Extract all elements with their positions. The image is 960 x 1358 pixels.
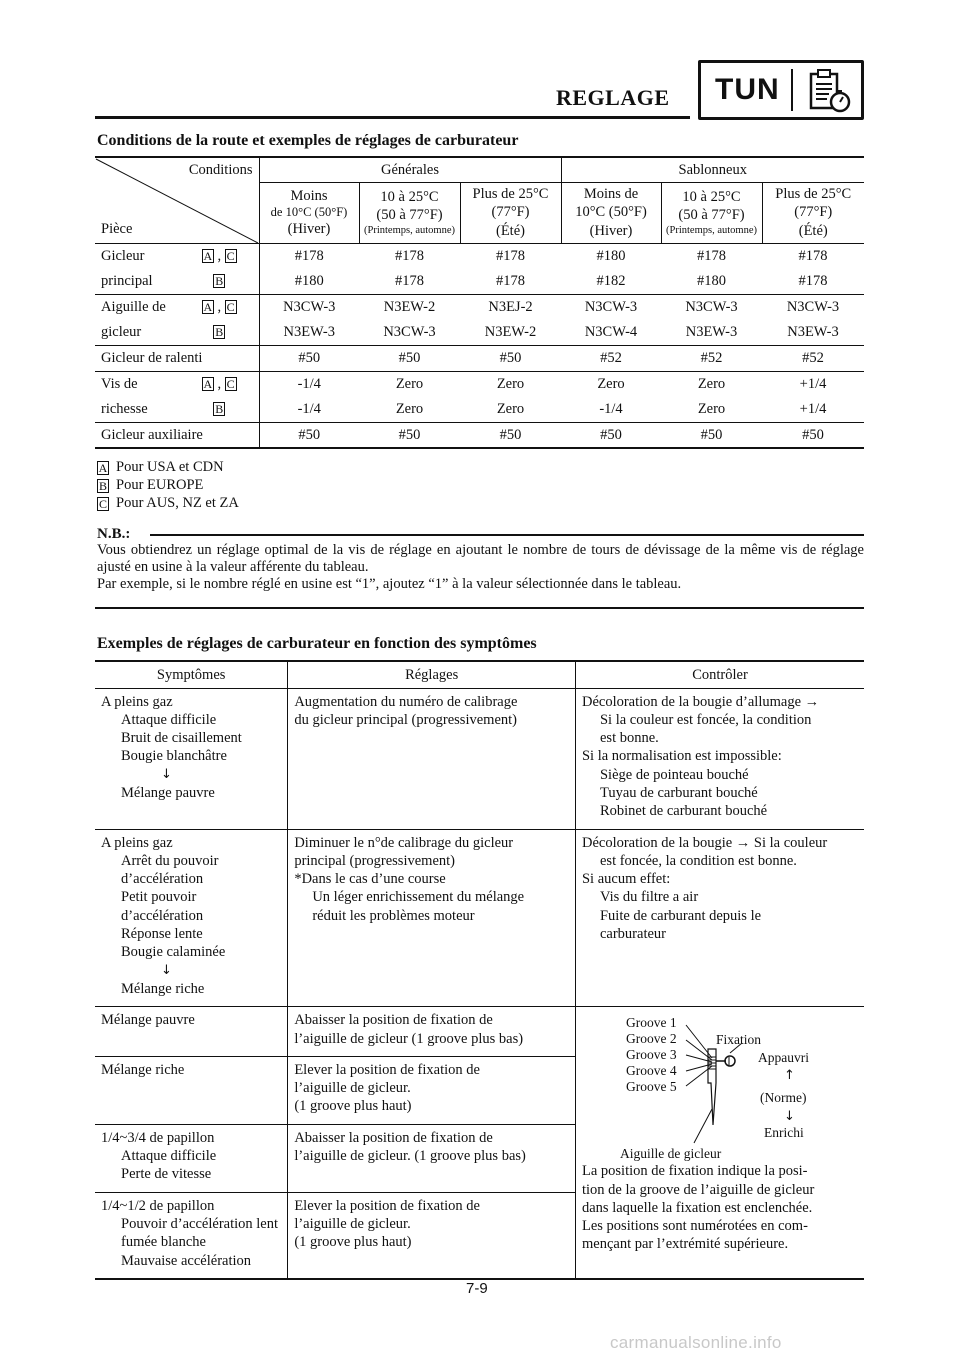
needle-diagram-cell <box>575 1007 864 1279</box>
conditions-piece-header <box>95 157 259 243</box>
fixation-label: Fixation <box>715 1032 761 1048</box>
col-header-symptomes: Symptômes <box>95 661 288 688</box>
table-legend <box>97 458 239 512</box>
table-row: Mélange riche Elever la position de fixation de l’aiguille de gicleur. (1 groove plus haut) <box>95 1056 864 1124</box>
table-row: 1/4~1/2 de papillon Pouvoir d’accélération lent fumée blanche Mauvaise accélération Elever la position de fixation de l’aiguille de gicleur. (1 groove plus haut) <box>95 1192 864 1279</box>
table-row: Gicleur A , C #178 #178 #178 #180 #178 #178 <box>95 243 864 268</box>
clipboard-stopwatch-icon <box>805 68 853 114</box>
groove-label: Groove 5 <box>625 1079 677 1095</box>
table-row: 1/4~3/4 de papillon Attaque difficile Perte de vitesse Abaisser la position de fixation de l’aiguille de gicleur. (1 groove plus bas) <box>95 1124 864 1192</box>
section-badge-label: TUN <box>715 73 780 106</box>
table-row: Vis de A , C -1/4 Zero Zero Zero Zero +1/4 <box>95 371 864 396</box>
conditions-label: Conditions <box>188 162 253 178</box>
note-end-rule <box>95 607 864 609</box>
appauvri-label: Appauvri <box>757 1050 809 1066</box>
col-header-controler: Contrôler <box>575 661 864 688</box>
legend-item: B Pour EUROPE <box>98 477 204 493</box>
table-row: Gicleur de ralenti #50 #50 #50 #52 #52 #52 <box>95 345 864 371</box>
diagram-caption: La position de fixation indique la posi- tion de la groove de l’aiguille de gicleur dans laquelle la fixation est enclenchée. Les positions sont numérotées en com- mençant par l’extrémité supérieure. <box>581 1163 815 1253</box>
col-header-reglages: Réglages <box>288 661 576 688</box>
groove-label: Groove 4 <box>625 1063 677 1079</box>
col-header-gen-ete: Plus de 25°C (77°F) (Été) <box>460 182 561 243</box>
table-row: richesse B -1/4 Zero Zero -1/4 Zero +1/4 <box>95 396 864 422</box>
legend-item: C Pour AUS, NZ et ZA <box>98 495 239 511</box>
badge-divider <box>791 69 793 111</box>
section-badge <box>698 60 864 120</box>
jet-needle-diagram <box>582 1013 858 1161</box>
table-row: principal B #180 #178 #178 #182 #180 #178 <box>95 268 864 294</box>
sablonneux-header: Sablonneux <box>561 157 864 182</box>
carburetor-settings-table <box>95 156 864 449</box>
enrichi-label: Enrichi <box>763 1125 804 1141</box>
groove-label: Groove 2 <box>625 1031 677 1047</box>
col-header-sab-hiver: Moins de 10°C (50°F) (Hiver) <box>561 182 661 243</box>
col-header-sab-ete: Plus de 25°C (77°F) (Été) <box>762 182 864 243</box>
page-title: REGLAGE <box>556 85 670 110</box>
symptoms-table <box>95 660 864 1280</box>
table-row: Aiguille de A , C N3CW-3 N3EW-2 N3EJ-2 N3CW-3 N3CW-3 N3CW-3 <box>95 294 864 319</box>
col-header-gen-printemps: 10 à 25°C (50 à 77°F) (Printemps, automne) <box>359 182 460 243</box>
table-row: A pleins gaz Attaque difficile Bruit de cisaillement Bougie blanchâtre ↓ Mélange pauvre Augmentation du numéro de calibrage du gicleur principal (progressivement) Décoloration de la bougie d’allumage → Si la couleur est foncée, la condition est bonne. Si la normalisation est impossible: Siège de pointeau bouché Tuyau de carburant bouché Robinet de carburant bouché <box>95 688 864 829</box>
legend-item: A Pour USA et CDN <box>98 459 224 475</box>
col-header-sab-printemps: 10 à 25°C (50 à 77°F) (Printemps, automne) <box>661 182 762 243</box>
header-rule <box>95 116 690 119</box>
generales-header: Générales <box>259 157 561 182</box>
table-row: A pleins gaz Arrêt du pouvoir d’accélération Petit pouvoir d’accélération Réponse lente Bougie calaminée ↓ Mélange riche Diminuer le n°de calibrage du gicleur principal (progressivement) *Dans le cas d’une course Un léger enrichissement du mélange réduit les problèmes moteur Décoloration de la bougie → Si la couleur est foncée, la condition est bonne. Si aucum effet: Vis du filtre a air Fuite de carburant depuis le carburateur <box>95 829 864 1007</box>
col-header-gen-hiver: Moins de 10°C (50°F) (Hiver) <box>259 182 359 243</box>
needle-label: Aiguille de gicleur <box>619 1146 722 1162</box>
arrow-down: ↓ <box>783 1109 795 1125</box>
page-number: 7-9 <box>466 1280 488 1297</box>
note-label: N.B.: <box>97 526 131 542</box>
groove-label: Groove 3 <box>625 1047 677 1063</box>
arrow-up: ↑ <box>783 1068 795 1084</box>
piece-label: Pièce <box>101 221 133 238</box>
groove-label: Groove 1 <box>625 1015 677 1031</box>
table-row: Mélange pauvre Abaisser la position de fixation de l’aiguille de gicleur (1 groove plus bas) Groove 1 Groove 2 Groove 3 Groove 4 Groove 5 Fixation Appauvri ↑ (Norme) ↓ Enrichi Aiguille de gicleur La position de fixation indique la posi- tion de la groove de l’aiguille de gicleur dans laquelle la fixation est enclenchée. Les positions sont numérotées en com- mençant par l’extrémité supérieure. <box>95 1007 864 1057</box>
table-row: gicleur B N3EW-3 N3CW-3 N3EW-2 N3CW-4 N3EW-3 N3EW-3 <box>95 319 864 345</box>
section-title-symptoms: Exemples de réglages de carburateur en fonction des symptômes <box>97 635 537 652</box>
table-row: Gicleur auxiliaire #50 #50 #50 #50 #50 #50 <box>95 422 864 448</box>
note-text: Vous obtiendrez un réglage optimal de la vis de réglage en ajoutant le nombre de tours de dévissage de la même vis de réglage ajusté en usine à la valeur afférente du tableau. Par exemple, si le nombre réglé en usine est “1”, ajoutez “1” à la valeur sélectionnée dans le tableau. <box>97 542 864 592</box>
section-title-conditions: Conditions de la route et exemples de réglages de carburateur <box>97 132 519 149</box>
note-rule <box>150 534 864 536</box>
norme-label: (Norme) <box>759 1090 807 1106</box>
watermark: carmanualsonline.info <box>610 1333 782 1352</box>
